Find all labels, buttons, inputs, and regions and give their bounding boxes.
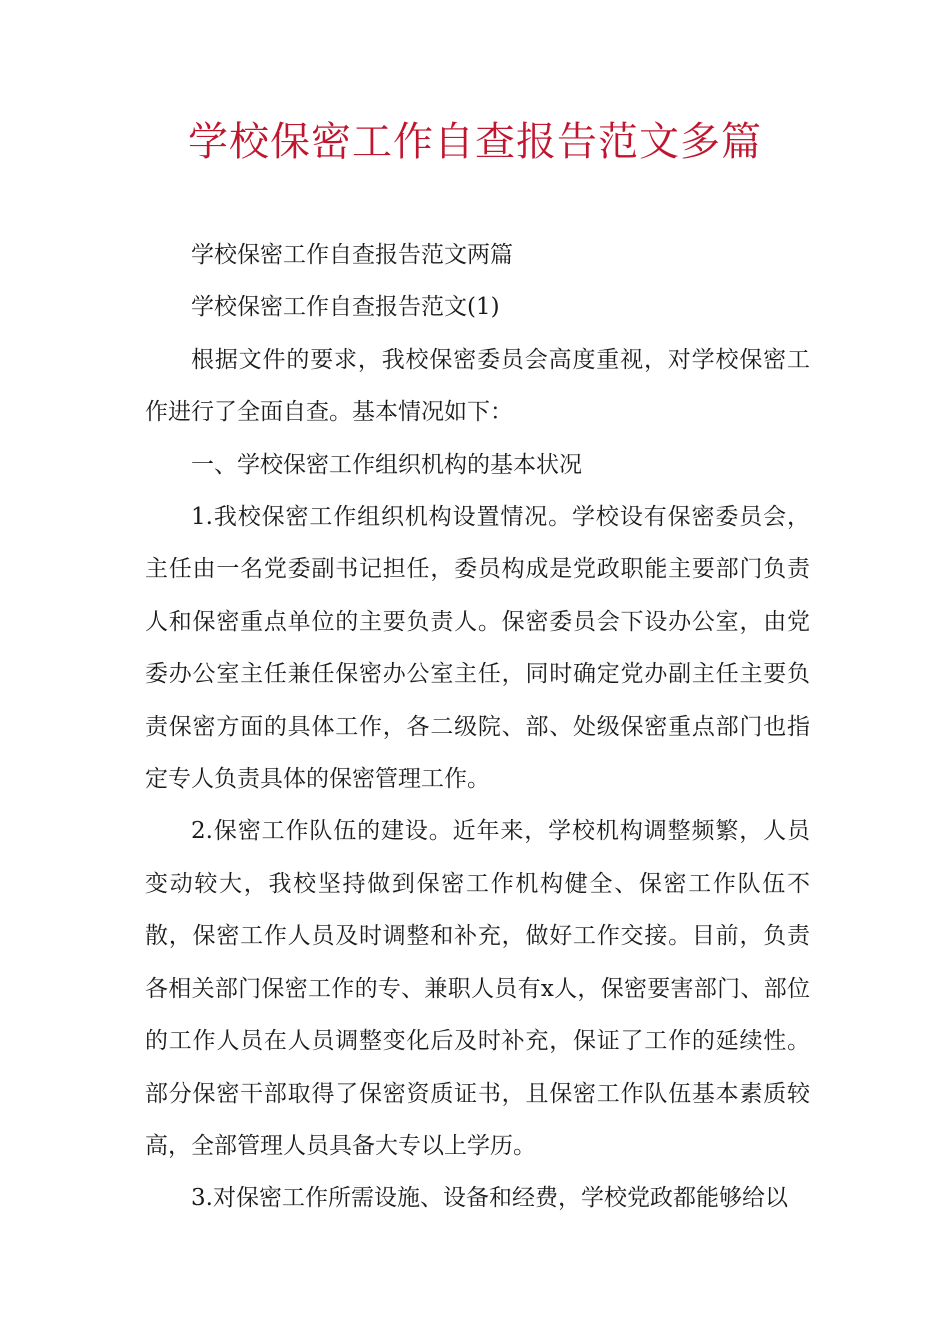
paragraph-subtitle: 学校保密工作自查报告范文两篇: [191, 242, 513, 268]
paragraph-item-1: 1.我校保密工作组织机构设置情况。学校设有保密委员会，主任由一名党委副书记担任，委员构成是党政职能主要部门负责人和保密重点单位的主要负责人。保密委员会下设办公室，由党委办公室主任兼任保密办公室主任，同时确定党办副主任主要负责保密方面的具体工作，各二级院、部、处级保密重点部门也指定专人负责具体的保密管理工作。: [145, 504, 810, 793]
document-body: [145, 229, 810, 1225]
paragraph-item-2: 2.保密工作队伍的建设。近年来，学校机构调整频繁，人员变动较大，我校坚持做到保密工作机构健全、保密工作队伍不散，保密工作人员及时调整和补充，做好工作交接。目前，负责各相关部门保密工作的专、兼职人员有x人，保密要害部门、部位的工作人员在人员调整变化后及时补充，保证了工作的延续性。部分保密干部取得了保密资质证书，且保密工作队伍基本素质较高，全部管理人员具备大专以上学历。: [145, 818, 810, 1159]
paragraph-heading-1: 一、学校保密工作组织机构的基本状况: [191, 451, 582, 478]
paragraph-item-3: 3.对保密工作所需设施、设备和经费，学校党政都能够给以: [191, 1185, 788, 1212]
paragraph-section-heading: 学校保密工作自查报告范文(1): [191, 294, 500, 321]
paragraph-intro: 根据文件的要求，我校保密委员会高度重视，对学校保密工作进行了全面自查。基本情况如下：: [145, 346, 810, 426]
document-title: 学校保密工作自查报告范文多篇: [188, 119, 762, 165]
